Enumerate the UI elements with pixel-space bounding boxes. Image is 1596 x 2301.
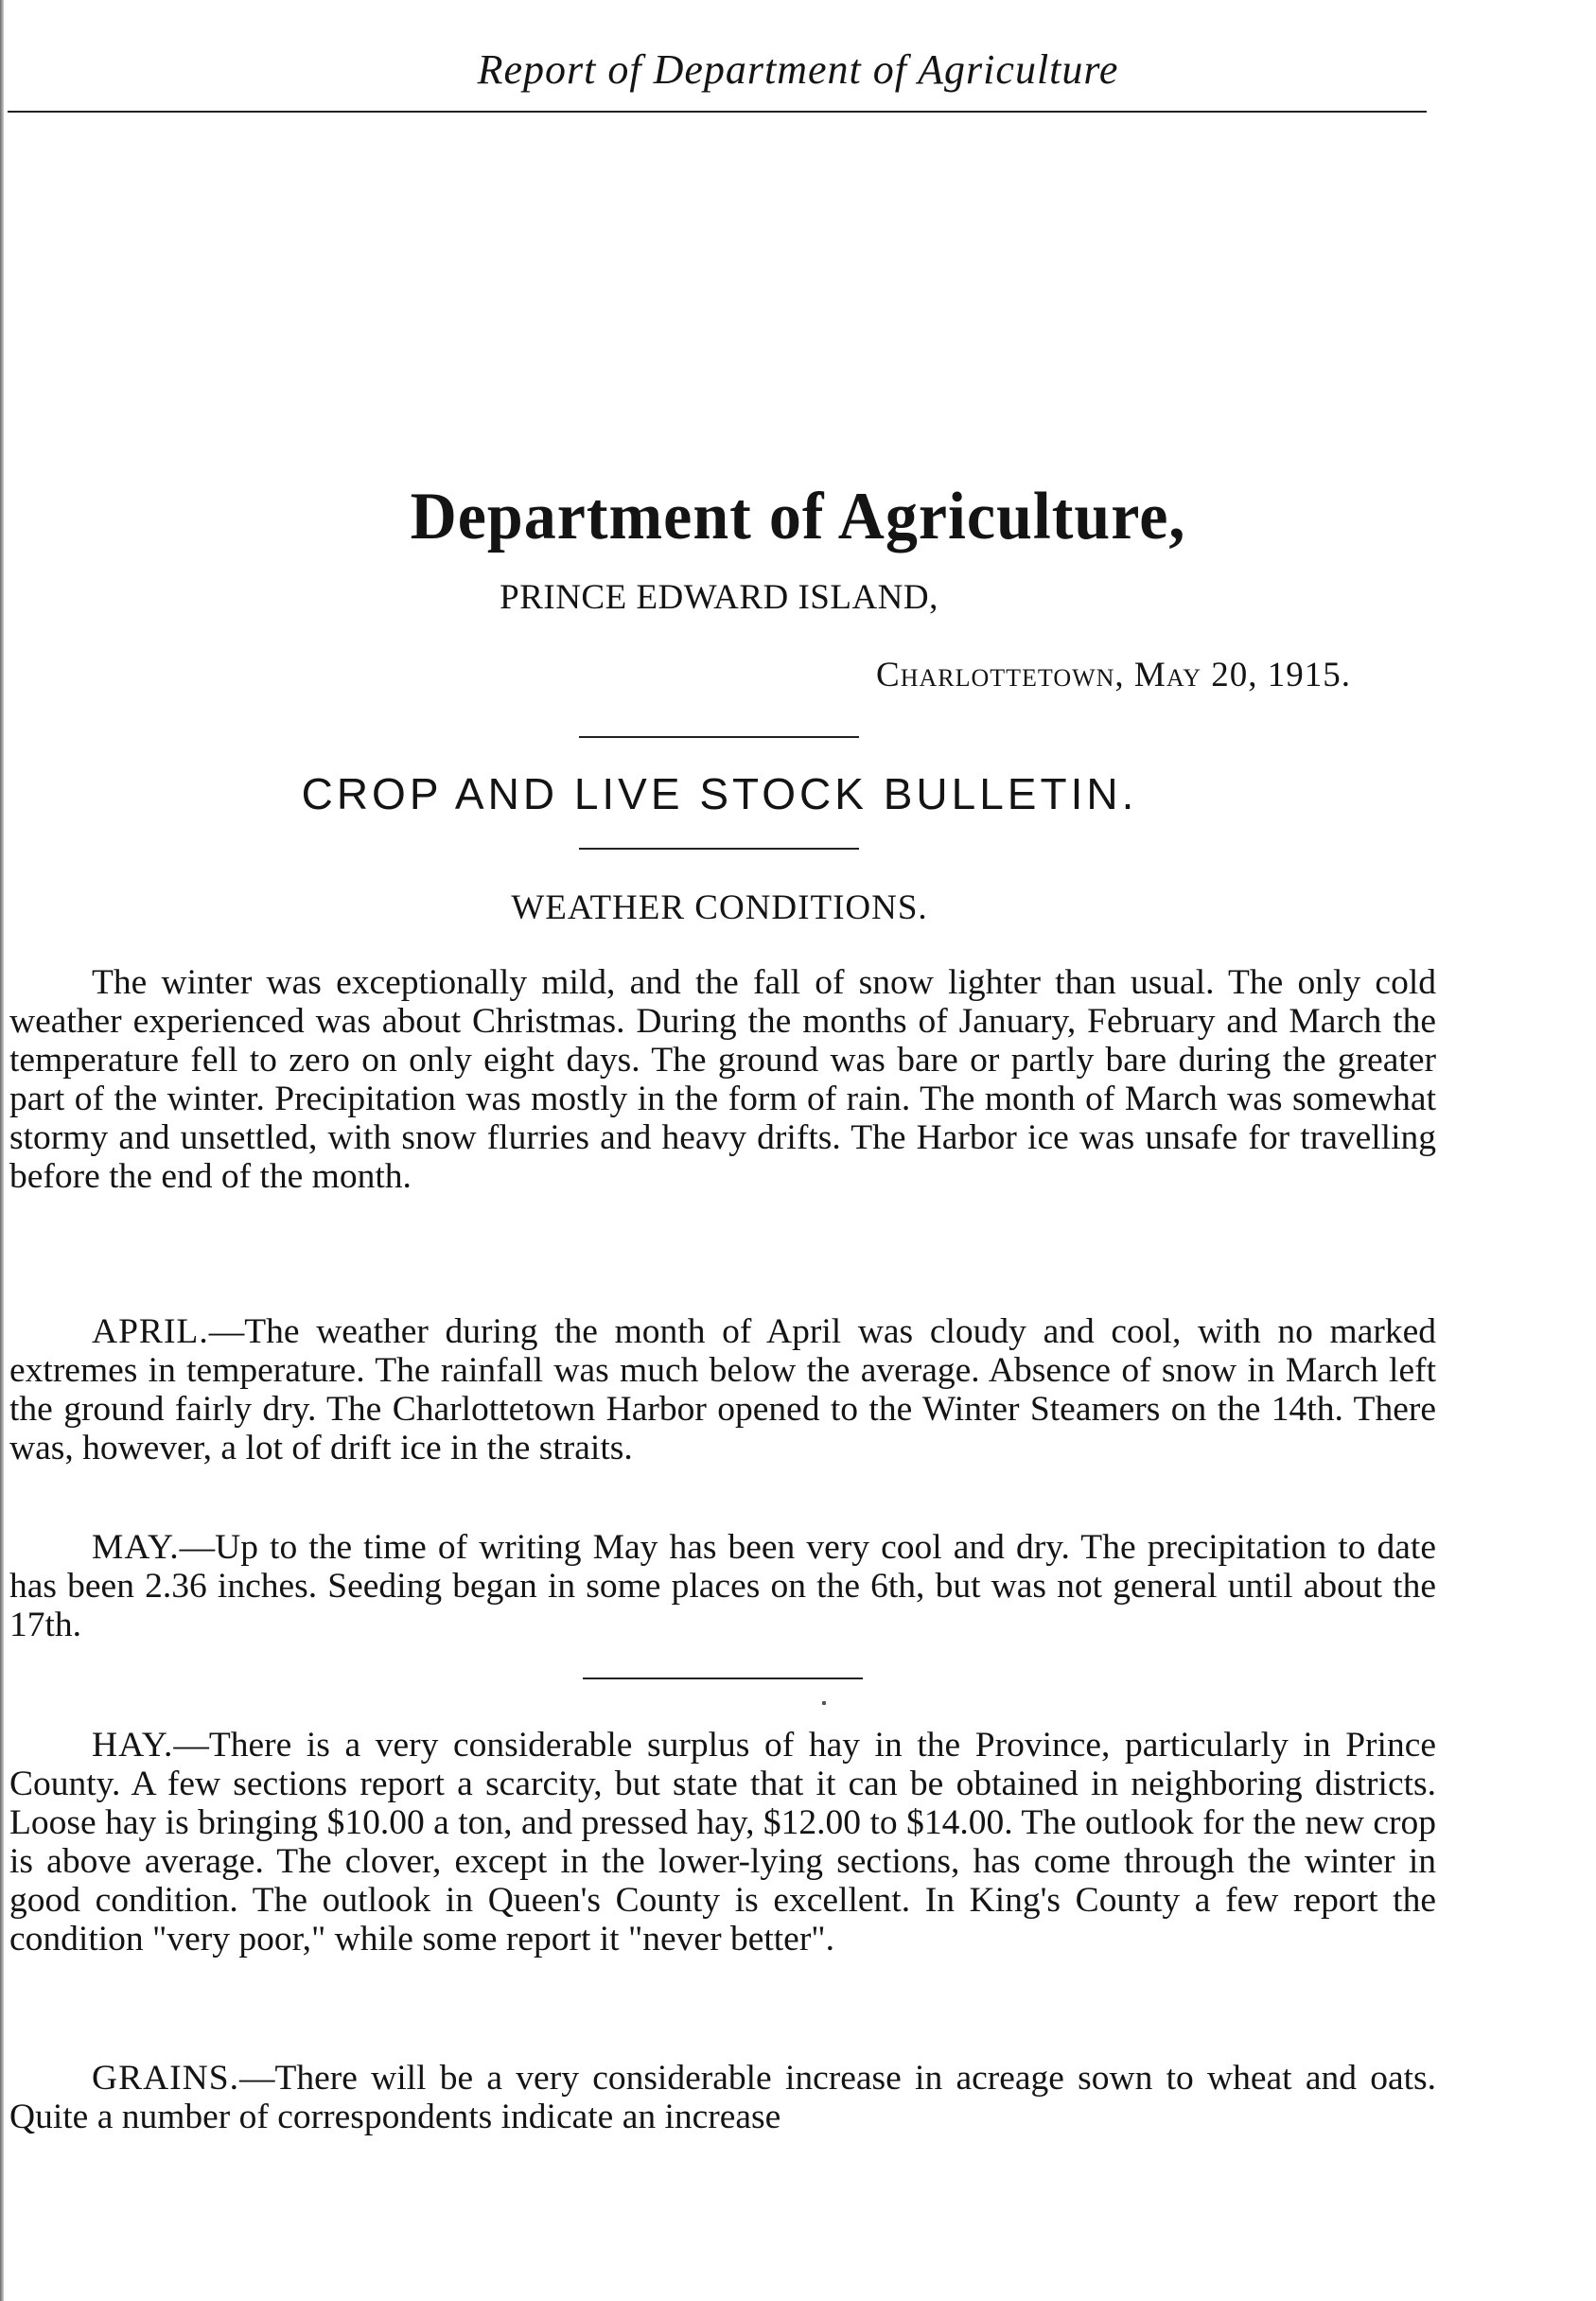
divider-rule bbox=[579, 736, 859, 738]
bulletin-title: CROP AND LIVE STOCK BULLETIN. bbox=[301, 769, 1138, 818]
divider-rule bbox=[583, 1677, 863, 1679]
paragraph-grains bbox=[9, 2059, 1436, 2136]
province-line: PRINCE EDWARD ISLAND, bbox=[500, 578, 938, 617]
department-title: Department of Agriculture, bbox=[410, 478, 1186, 553]
speck bbox=[822, 1701, 826, 1705]
paragraph-text: —There is a very considerable surplus of hay in the Province, particularly in Prince County. A few sections report a scarcity, but state that it can be obtained in neighboring districts. Loose hay is bringing $10.00 a ton, and pressed hay, $12.00 to $14.00. The outlook for the new crop is above average. The clover, except in the lower-lying sections, has come through the winter in good condition. The outlook in Queen's County is excellent. In King's County a few report the condition "very poor," while some report it "never better". bbox=[9, 1726, 1436, 1958]
header-rule bbox=[8, 111, 1427, 113]
paragraph-lead: APRIL. bbox=[92, 1312, 209, 1351]
running-head: Report of Department of Agriculture bbox=[477, 46, 1119, 93]
paragraph-text: —There will be a very considerable increase in acreage sown to wheat and oats. Quite a number of correspondents indicate an increase bbox=[9, 2059, 1436, 2136]
paragraph-april bbox=[9, 1312, 1436, 1467]
paragraph-lead: GRAINS. bbox=[92, 2059, 239, 2098]
paragraph-text: —The weather during the month of April was cloudy and cool, with no marked extremes in temperature. The rainfall was much below the average. Absence of snow in March left the ground fairly dry. The Charlottetown Harbor opened to the Winter Steamers on the 14th. There was, however, a lot of drift ice in the straits. bbox=[9, 1312, 1436, 1467]
divider-rule bbox=[579, 848, 859, 850]
paragraph-hay bbox=[9, 1726, 1436, 1958]
paragraph-text: —Up to the time of writing May has been very cool and dry. The precipitation to date has been 2.36 inches. Seeding began in some places on the 6th, but was not general until about the 17th. bbox=[9, 1528, 1436, 1644]
paragraph-lead: MAY. bbox=[92, 1528, 180, 1567]
section-heading: WEATHER CONDITIONS. bbox=[511, 888, 928, 927]
paragraph-text: The winter was exceptionally mild, and the fall of snow lighter than usual. The only cold weather experienced was about Christmas. During the months of January, February and March the temperature fell to zero on only eight days. The ground was bare or partly bare during the greater part of the winter. Precipitation was mostly in the form of rain. The month of March was somewhat stormy and unsettled, with snow flurries and heavy drifts. The Harbor ice was unsafe for travelling before the end of the month. bbox=[9, 963, 1436, 1196]
page-edge-shadow bbox=[0, 0, 4, 2301]
paragraph-lead: HAY. bbox=[92, 1726, 174, 1765]
paragraph-winter bbox=[9, 963, 1436, 1196]
dateline: Charlottetown, May 20, 1915. bbox=[876, 656, 1351, 694]
paragraph-may bbox=[9, 1528, 1436, 1644]
